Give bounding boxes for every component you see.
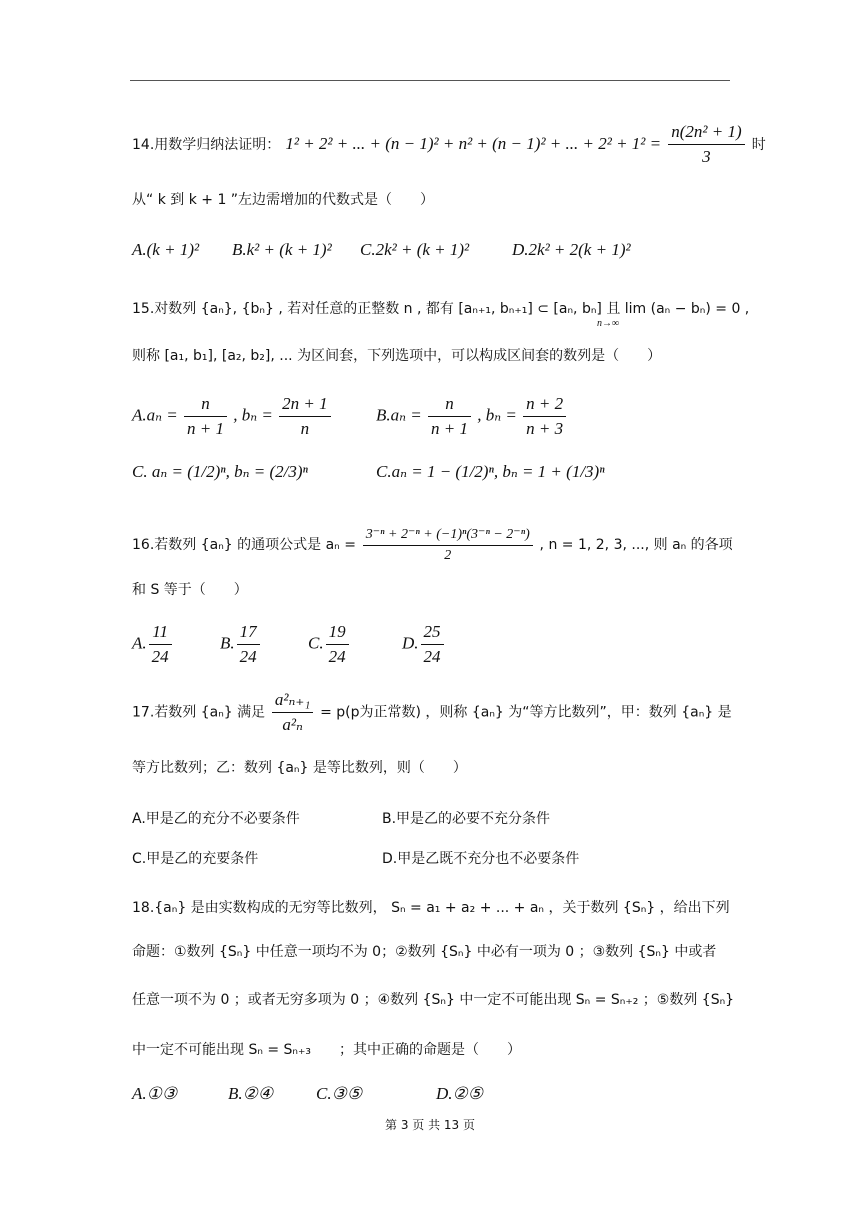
q16-a-den: 24 (151, 647, 169, 666)
q15-line1 (132, 298, 749, 318)
q15-a-frac1-num: n (184, 394, 227, 417)
q14-option-d: D.2k² + 2(k + 1)² (512, 240, 631, 259)
q14-fraction (668, 122, 744, 167)
q16-option-d (402, 622, 446, 667)
q16-line1 (132, 526, 733, 564)
q16-option-c (308, 622, 351, 667)
q16-c-label: C. (308, 633, 324, 653)
q17-option-c: C.甲是乙的充要条件 (132, 851, 259, 867)
q16-c-num: 19 (326, 622, 349, 645)
page-footer: 第 3 页 共 13 页 (385, 1118, 475, 1132)
header-rule (130, 80, 730, 81)
q17-line2: 等方比数列；乙：数列 {aₙ} 是等比数列，则（ ） (132, 760, 467, 776)
q15-option-a (132, 394, 333, 439)
q15-a-frac2-den: n (300, 419, 310, 438)
q17-line1 (132, 690, 732, 735)
q14-line1 (132, 122, 766, 167)
q15-a-prefix: A.aₙ = (132, 405, 178, 425)
q15-lim-subscript: n→∞ (597, 318, 620, 329)
q18-line1: 18.{aₙ} 是由实数构成的无穷等比数列， Sₙ = a₁ + a₂ + ... + aₙ ，关于数列 {Sₙ} ，给出下列 (132, 900, 730, 916)
q15-a-frac2 (279, 394, 330, 439)
q16-d-frac (421, 622, 444, 667)
q16-option-b (220, 622, 262, 667)
q14-lhs: 1² + 2² + ... + (n − 1)² + n² + (n − 1)² + ... + 2² + 1² = (285, 134, 662, 153)
q16-b-frac (237, 622, 260, 667)
q15-a-frac1 (184, 394, 227, 439)
q15-b-frac2 (523, 394, 566, 439)
q17-option-d: D.甲是乙既不充分也不必要条件 (382, 851, 580, 867)
q15-b-frac1-num: n (428, 394, 471, 417)
q16-frac-den: 2 (444, 548, 452, 563)
q18-option-b: B.②④ (228, 1084, 274, 1103)
q14-option-b: B.k² + (k + 1)² (232, 240, 332, 259)
q16-frac-num: 3⁻ⁿ + 2⁻ⁿ + (−1)ⁿ(3⁻ⁿ − 2⁻ⁿ) (363, 526, 533, 546)
q15-line1-text: 15.对数列 {aₙ}, {bₙ} , 若对任意的正整数 n , 都有 [aₙ₊₁, bₙ₊₁] ⊂ [aₙ, bₙ] 且 lim (aₙ − bₙ) = 0 , (132, 301, 750, 317)
q17-frac-num: a²ₙ₊₁ (272, 690, 313, 713)
q16-prefix: 16.若数列 {aₙ} 的通项公式是 aₙ = (132, 537, 356, 553)
q14-suffix: 时 (751, 137, 766, 153)
q16-c-den: 24 (328, 647, 346, 666)
q17-suffix: = p(p为正常数) ，则称 {aₙ} 为“等方比数列”，甲：数列 {aₙ} 是 (320, 704, 732, 721)
q15-option-c2: C.aₙ = 1 − (1/2)ⁿ, bₙ = 1 + (1/3)ⁿ (376, 462, 605, 481)
q15-b-frac2-den: n + 3 (526, 419, 564, 438)
q15-b-frac1-den: n + 1 (431, 419, 468, 438)
q17-option-a: A.甲是乙的充分不必要条件 (132, 811, 300, 827)
q15-b-frac1 (428, 394, 471, 439)
q15-a-mid: , bₙ = (233, 405, 273, 425)
q14-prefix: 14.用数学归纳法证明： (132, 137, 281, 153)
q16-a-frac (149, 622, 172, 667)
q16-fraction (363, 526, 533, 564)
q16-b-den: 24 (239, 647, 257, 666)
q16-b-label: B. (220, 633, 235, 653)
q17-frac-den: a²ₙ (282, 715, 303, 734)
q17-option-b: B.甲是乙的必要不充分条件 (382, 811, 551, 827)
q16-b-num: 17 (237, 622, 260, 645)
q15-a-frac1-den: n + 1 (187, 419, 224, 438)
q18-line2: 命题：①数列 {Sₙ} 中任意一项均不为 0；②数列 {Sₙ} 中必有一项为 0 ；③数列 {Sₙ} 中或者 (132, 944, 717, 960)
q15-b-frac2-num: n + 2 (523, 394, 566, 417)
q18-line3: 任意一项不为 0 ；或者无穷多项为 0 ；④数列 {Sₙ} 中一定不可能出现 Sₙ = Sₙ₊₂ ；⑤数列 {Sₙ} (132, 992, 735, 1008)
q14-option-a: A.(k + 1)² (132, 240, 200, 259)
q17-prefix: 17.若数列 {aₙ} 满足 (132, 704, 266, 721)
q17-fraction (272, 690, 313, 735)
q14-line2: 从“ k 到 k + 1 ”左边需增加的代数式是（ ） (132, 192, 435, 208)
q15-b-mid: , bₙ = (477, 405, 517, 425)
q16-c-frac (326, 622, 349, 667)
q14-frac-den: 3 (702, 147, 711, 166)
q14-option-c: C.2k² + (k + 1)² (360, 240, 470, 259)
q16-d-num: 25 (421, 622, 444, 645)
q16-a-num: 11 (149, 622, 172, 645)
q16-line2: 和 S 等于（ ） (132, 582, 248, 598)
q15-option-b (376, 394, 568, 439)
q15-a-frac2-num: 2n + 1 (279, 394, 330, 417)
q16-option-a (132, 622, 174, 667)
q16-suffix: , n = 1, 2, 3, ..., 则 aₙ 的各项 (539, 537, 733, 553)
q18-line4: 中一定不可能出现 Sₙ = Sₙ₊₃ ；其中正确的命题是（ ） (132, 1042, 522, 1058)
q18-option-d: D.②⑤ (436, 1084, 484, 1103)
q16-d-label: D. (402, 633, 419, 653)
q15-line2: 则称 [a₁, b₁], [a₂, b₂], ... 为区间套，下列选项中，可以构成区间套的数列是（ ） (132, 348, 662, 364)
q16-a-label: A. (132, 633, 147, 653)
q18-option-c: C.③⑤ (316, 1084, 363, 1103)
q15-option-c1: C. aₙ = (1/2)ⁿ, bₙ = (2/3)ⁿ (132, 462, 308, 481)
q16-d-den: 24 (423, 647, 441, 666)
q15-b-prefix: B.aₙ = (376, 405, 422, 425)
q14-frac-num: n(2n² + 1) (668, 122, 744, 145)
q18-option-a: A.①③ (132, 1084, 178, 1103)
